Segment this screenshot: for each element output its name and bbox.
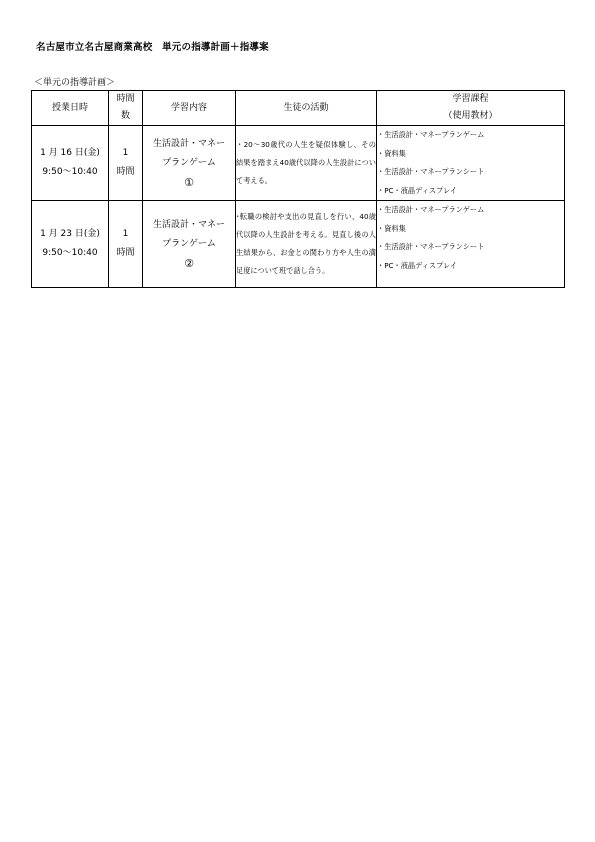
material-item: ・資料集 (377, 148, 406, 158)
materials-list (377, 201, 564, 275)
document-title: 名古屋市立名古屋商業高校 単元の指導計画＋指導案 (36, 42, 269, 53)
table-row (32, 126, 565, 201)
activity-cell: ・20～30歳代の人生を疑似体験し、その結果を踏まえ40歳代以降の人生設計について考える。 (236, 126, 377, 201)
header-hours-line1: 時間 (116, 94, 135, 104)
lesson-time: 9:50～10:40 (42, 167, 98, 177)
materials-cell (377, 126, 565, 201)
content-line-1: 生活設計・マネー (152, 138, 225, 149)
lesson-date: 1 月 16 日(金) (40, 148, 100, 158)
lesson-date: 1 月 23 日(金) (40, 229, 100, 239)
content-line-2: プランゲーム (162, 238, 216, 249)
hours-number: 1 (122, 148, 129, 158)
material-item: ・PC・液晶ディスプレイ (377, 260, 458, 270)
material-item: ・生活設計・マネープランゲーム (377, 130, 485, 139)
header-hours-line2: 数 (120, 111, 130, 121)
material-item: ・PC・液晶ディスプレイ (377, 185, 458, 195)
content-number-mark: ② (184, 256, 194, 270)
hours-unit: 時間 (116, 167, 135, 177)
material-item: ・生活設計・マネープランシート (377, 167, 485, 176)
header-course-line1: 学習課程 (452, 94, 489, 104)
section-label: ＜単元の指導計画＞ (34, 78, 116, 88)
header-hours (109, 91, 143, 126)
date-cell (32, 201, 109, 288)
materials-cell (377, 201, 565, 288)
hours-number: 1 (122, 229, 129, 239)
content-number-mark: ① (184, 175, 194, 189)
activity-cell: ･転職の検討や支出の見直しを行い、40歳代以降の人生設計を考える。見直し後の人生結果から、お金との関わり方や人生の満足度について班で話し合う。 (236, 201, 377, 288)
material-item: ・資料集 (377, 223, 406, 233)
hours-unit: 時間 (116, 248, 135, 258)
lesson-time: 9:50～10:40 (42, 248, 98, 258)
date-cell (32, 126, 109, 201)
header-date: 授業日時 (32, 91, 109, 126)
unit-plan-table (31, 90, 565, 288)
material-item: ・生活設計・マネープランゲーム (377, 205, 485, 214)
materials-list (377, 126, 564, 200)
header-course-line2: （使用教材） (443, 111, 498, 121)
table-row (32, 201, 565, 288)
hours-cell (109, 201, 143, 288)
header-activity: 生徒の活動 (236, 91, 377, 126)
hours-cell (109, 126, 143, 201)
header-course (377, 91, 565, 126)
table-header-row (32, 91, 565, 126)
content-cell (143, 201, 236, 288)
content-line-1: 生活設計・マネー (152, 219, 225, 230)
material-item: ・生活設計・マネープランシート (377, 242, 485, 251)
content-line-2: プランゲーム (162, 157, 216, 168)
content-cell (143, 126, 236, 201)
header-content: 学習内容 (143, 91, 236, 126)
